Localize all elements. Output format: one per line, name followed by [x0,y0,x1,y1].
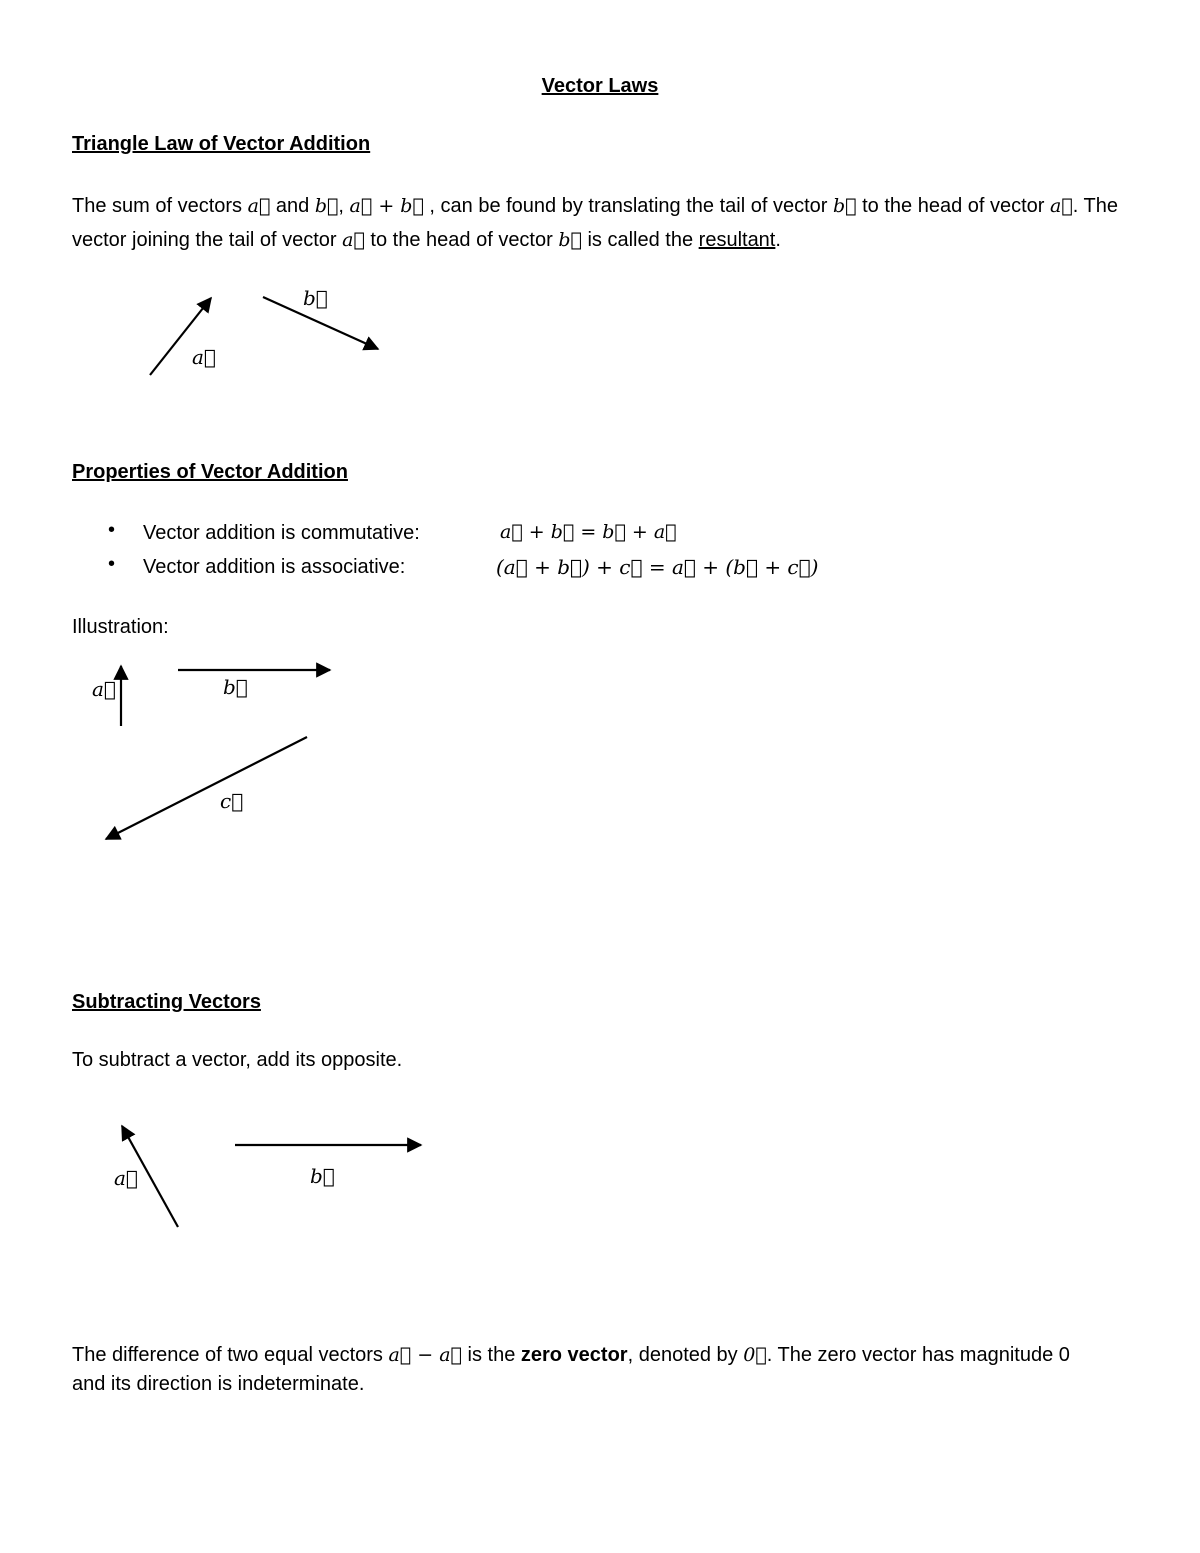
label-a-1: a⃗ [192,345,216,369]
triangle-law-paragraph-line2: vector joining the tail of vector a⃗ to the head of vector b⃗ is called the resultant. [72,229,781,251]
zero-vector-term: zero vector [520,1344,628,1366]
label-b-2: b⃗ [223,675,248,699]
page-title: Vector Laws [541,75,659,97]
resultant-term: resultant [698,229,776,251]
label-b-1: b⃗ [303,286,328,310]
label-a-3: a⃗ [114,1166,138,1190]
properties-heading: Properties of Vector Addition [72,461,348,483]
zero-vector-line1: The difference of two equal vectors a⃗ − a⃗ is the zero vector, denoted by 0⃗. The zero vector has magnitude 0 [72,1344,1070,1366]
subtracting-heading: Subtracting Vectors [72,991,261,1013]
bullet-2: • [108,553,116,575]
illustration-label: Illustration: [72,616,169,638]
triangle-law-heading: Triangle Law of Vector Addition [72,133,371,155]
zero-vector-line2: and its direction is indeterminate. [72,1373,365,1395]
commutative-text: Vector addition is commutative: [143,522,420,544]
commutative-formula: a⃗ + b⃗ = b⃗ + a⃗ [500,521,677,543]
subtracting-text: To subtract a vector, add its opposite. [72,1049,403,1071]
associative-formula: (a⃗ + b⃗) + c⃗ = a⃗ + (b⃗ + c⃗) [496,555,819,579]
label-b-3: b⃗ [310,1164,335,1188]
vector-c-arrow [106,737,307,839]
bullet-1: • [108,519,116,541]
label-c: c⃗ [220,789,244,813]
triangle-law-paragraph-line1: The sum of vectors a⃗ and b⃗, a⃗ + b⃗ , can be found by translating the tail of vector b⃗ to the head of vector a⃗. The [72,195,1118,217]
label-a-2: a⃗ [92,677,116,701]
associative-text: Vector addition is associative: [143,556,406,578]
